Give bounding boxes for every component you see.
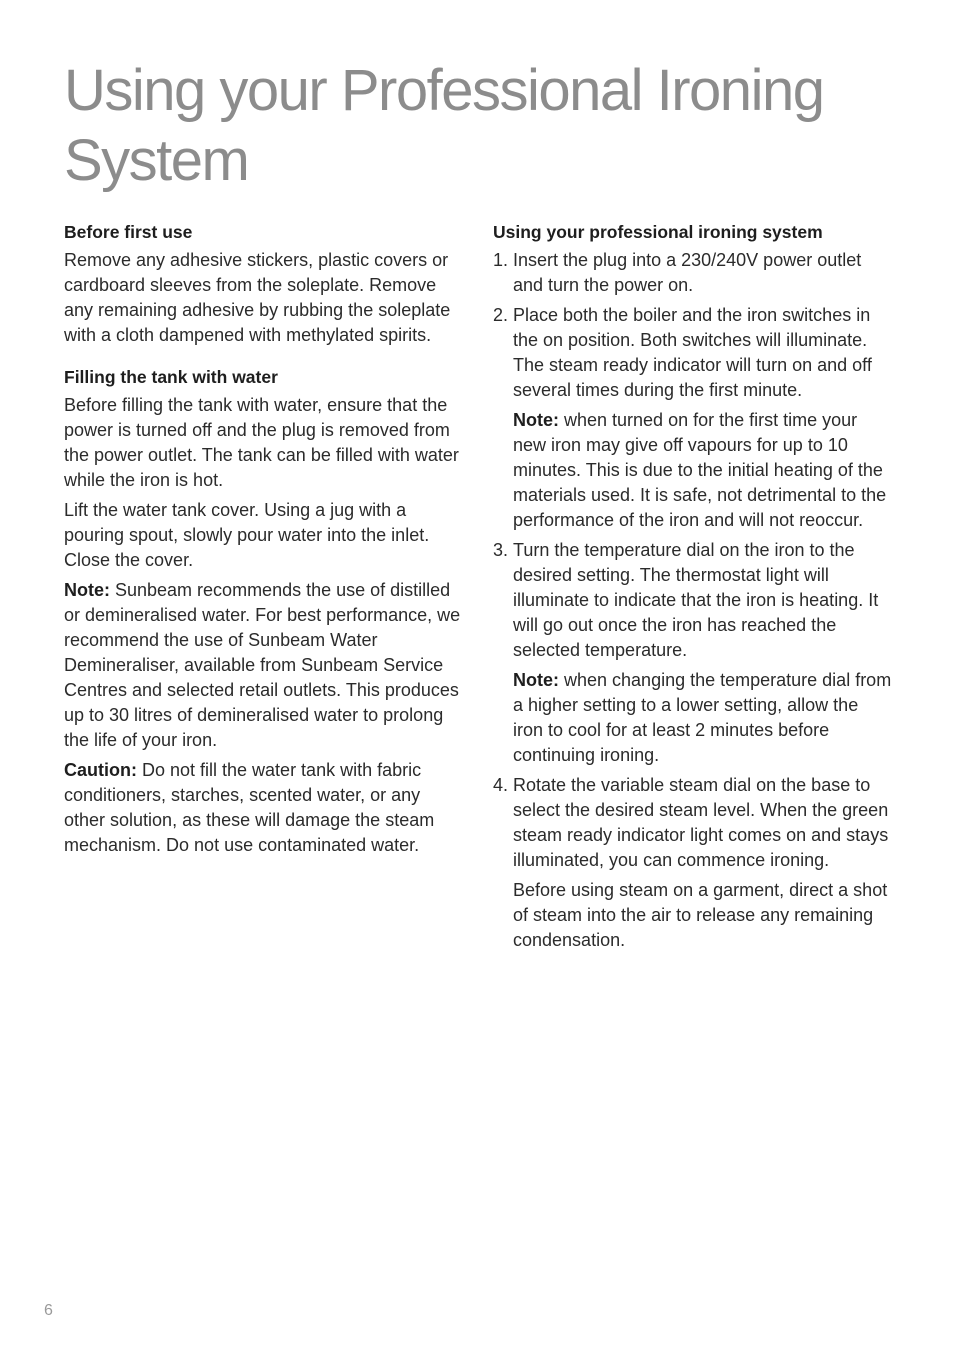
caution-paragraph bbox=[64, 758, 462, 858]
note-text: when turned on for the first time your new iron may give off vapours for up to 10 minutes. This is due to the initial heating of the materials used. It is safe, not detrimental to the performance of the iron and will not reoccur. bbox=[513, 410, 887, 530]
right-column bbox=[493, 220, 893, 958]
step-text: Rotate the variable steam dial on the base to select the desired steam level. When the green steam ready indicator light comes on and stays illuminated, you can commence ironing. bbox=[513, 775, 889, 870]
section-heading: Before first use bbox=[64, 222, 193, 242]
step-2 bbox=[493, 303, 893, 533]
section-heading: Using your professional ironing system bbox=[493, 222, 823, 242]
note-paragraph bbox=[64, 578, 462, 753]
left-column bbox=[64, 220, 462, 863]
section-filling-tank bbox=[64, 365, 462, 858]
step-1 bbox=[493, 248, 893, 298]
note-label: Note: bbox=[64, 580, 110, 600]
step-text: Place both the boiler and the iron switches in the on position. Both switches will illuminate. The steam ready indicator will turn on and off several times during the first minute. bbox=[513, 305, 872, 400]
note-text: when changing the temperature dial from a higher setting to a lower setting, allow the iron to cool for at least 2 minutes before continuing ironing. bbox=[513, 670, 892, 765]
note-paragraph bbox=[513, 408, 893, 533]
section-text: Before filling the tank with water, ensure that the power is turned off and the plug is removed from the power outlet. The tank can be filled with water while the iron is hot. bbox=[64, 395, 459, 490]
note-label: Note: bbox=[513, 670, 559, 690]
step-number: 2. bbox=[493, 305, 509, 325]
section-before-first-use bbox=[64, 220, 462, 348]
step-4 bbox=[493, 773, 893, 953]
page-title: Using your Professional Ironing System bbox=[64, 58, 824, 193]
caution-text: Do not fill the water tank with fabric conditioners, starches, scented water, or any other solution, as these will damage the steam mechanism. Do not use contaminated water. bbox=[64, 760, 435, 855]
note-label: Note: bbox=[513, 410, 559, 430]
step-text: Insert the plug into a 230/240V power outlet and turn the power on. bbox=[513, 250, 862, 295]
step-extra-text: Before using steam on a garment, direct a shot of steam into the air to release any remaining condensation. bbox=[513, 880, 888, 950]
page-number: 6 bbox=[44, 1302, 53, 1319]
step-number: 4. bbox=[493, 775, 509, 795]
note-paragraph bbox=[513, 668, 893, 768]
note-text: Sunbeam recommends the use of distilled or demineralised water. For best performance, we recommend the use of Sunbeam Water Demineraliser, available from Sunbeam Service Centres and selected retail outlets. This produces up to 30 litres of demineralised water to prolong the life of your iron. bbox=[64, 580, 461, 750]
section-heading: Filling the tank with water bbox=[64, 367, 278, 387]
caution-label: Caution: bbox=[64, 760, 137, 780]
step-text: Turn the temperature dial on the iron to the desired setting. The thermostat light will illuminate to indicate that the iron is heating. It will go out once the iron has reached the selected temperature. bbox=[513, 540, 879, 660]
section-text: Remove any adhesive stickers, plastic covers or cardboard sleeves from the soleplate. Remove any remaining adhesive by rubbing the soleplate with a cloth dampened with methylated spirits. bbox=[64, 250, 451, 345]
step-number: 3. bbox=[493, 540, 509, 560]
step-3 bbox=[493, 538, 893, 768]
step-number: 1. bbox=[493, 250, 509, 270]
section-text: Lift the water tank cover. Using a jug with a pouring spout, slowly pour water into the inlet. Close the cover. bbox=[64, 500, 430, 570]
